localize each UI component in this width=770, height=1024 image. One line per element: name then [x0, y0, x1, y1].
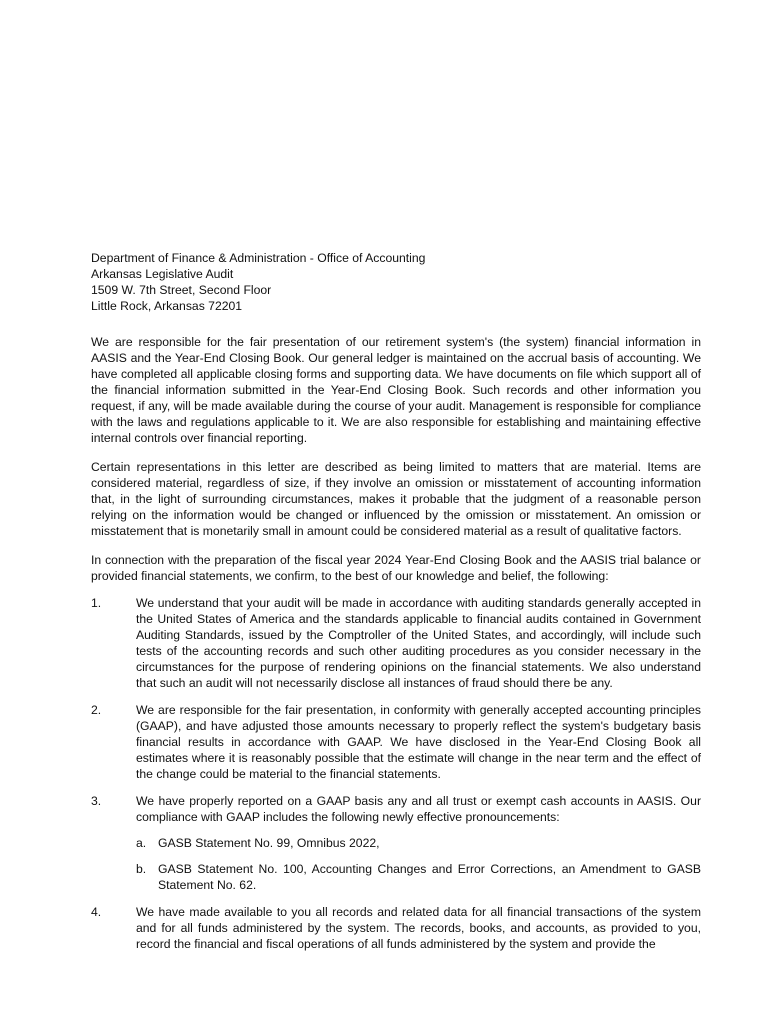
address-line: Little Rock, Arkansas 72201: [91, 299, 243, 313]
address-line: Department of Finance & Administration - Office of Accounting: [91, 251, 426, 265]
paragraph-materiality: Certain representations in this letter are described as being limited to matters that are material. Items are considered material, regardless of size, if they involve an omission or misstatement of accounting information that, in the light of surrounding circumstances, makes it probable that the judgment of a reasonable person relying on the information would be changed or influenced by the omission or misstatement. An omission or misstatement that is monetarily small in amount could be considered material as a result of qualitative factors.: [91, 460, 701, 538]
list-item: [91, 595, 701, 691]
list-item-number: 1.: [91, 596, 102, 610]
sub-list-text: GASB Statement No. 100, Accounting Changes and Error Corrections, an Amendment to GASB Statement No. 62.: [158, 862, 701, 892]
list-item-text: We have properly reported on a GAAP basis any and all trust or exempt cash accounts in AASIS. Our compliance with GAAP includes the following newly effective pronouncements:: [136, 794, 701, 824]
sub-list-text: GASB Statement No. 99, Omnibus 2022,: [158, 836, 380, 850]
paragraph-responsibility: We are responsible for the fair presentation of our retirement system's (the system) financial information in AASIS and the Year-End Closing Book. Our general ledger is maintained on the accrual basis of accounting. We have completed all applicable closing forms and supporting data. We have documents on file which support all of the financial information submitted in the Year-End Closing Book. Such records and other information you request, if any, will be made available during the course of your audit. Management is responsible for compliance with the laws and regulations applicable to it. We are also responsible for establishing and maintaining effective internal controls over financial reporting.: [91, 335, 701, 445]
sub-list-letter: a.: [136, 836, 147, 850]
list-item-number: 4.: [91, 905, 102, 919]
list-item: [91, 702, 701, 782]
sub-list-letter: b.: [136, 862, 147, 876]
address-line: 1509 W. 7th Street, Second Floor: [91, 283, 272, 297]
list-item-number: 2.: [91, 703, 102, 717]
list-item-text: We understand that your audit will be made in accordance with auditing standards generally accepted in the United States of America and the standards applicable to financial audits contained in Government Auditing Standards, issued by the Comptroller of the United States, and accordingly, will include such tests of the accounting records and such other auditing procedures as you consider necessary in the circumstances for the purpose of rendering opinions on the financial statements. We also understand that such an audit will not necessarily disclose all instances of fraud should there be any.: [136, 596, 701, 690]
sub-list-item: [136, 861, 701, 893]
paragraph-connection: In connection with the preparation of the fiscal year 2024 Year-End Closing Book and the AASIS trial balance or provided financial statements, we confirm, to the best of our knowledge and belief, the following:: [91, 553, 701, 583]
list-item-text: We have made available to you all records and related data for all financial transactions of the system and for all funds administered by the system. The records, books, and accounts, as provided to you, record the financial and fiscal operations of all funds administered by the system and provide the: [136, 905, 701, 951]
sub-list-item: [136, 835, 701, 851]
list-item: [91, 904, 701, 952]
list-item-number: 3.: [91, 794, 102, 808]
letter-body: [91, 250, 701, 952]
address-block: [91, 250, 701, 314]
address-line: Arkansas Legislative Audit: [91, 267, 234, 281]
list-item: [91, 793, 701, 893]
list-item-text: We are responsible for the fair presentation, in conformity with generally accepted accounting principles (GAAP), and have adjusted those amounts necessary to properly reflect the system's budgetary basis financial results in accordance with GAAP. We have disclosed in the Year-End Closing Book all estimates where it is reasonably possible that the estimate will change in the near term and the effect of the change could be material to the financial statements.: [136, 703, 701, 781]
